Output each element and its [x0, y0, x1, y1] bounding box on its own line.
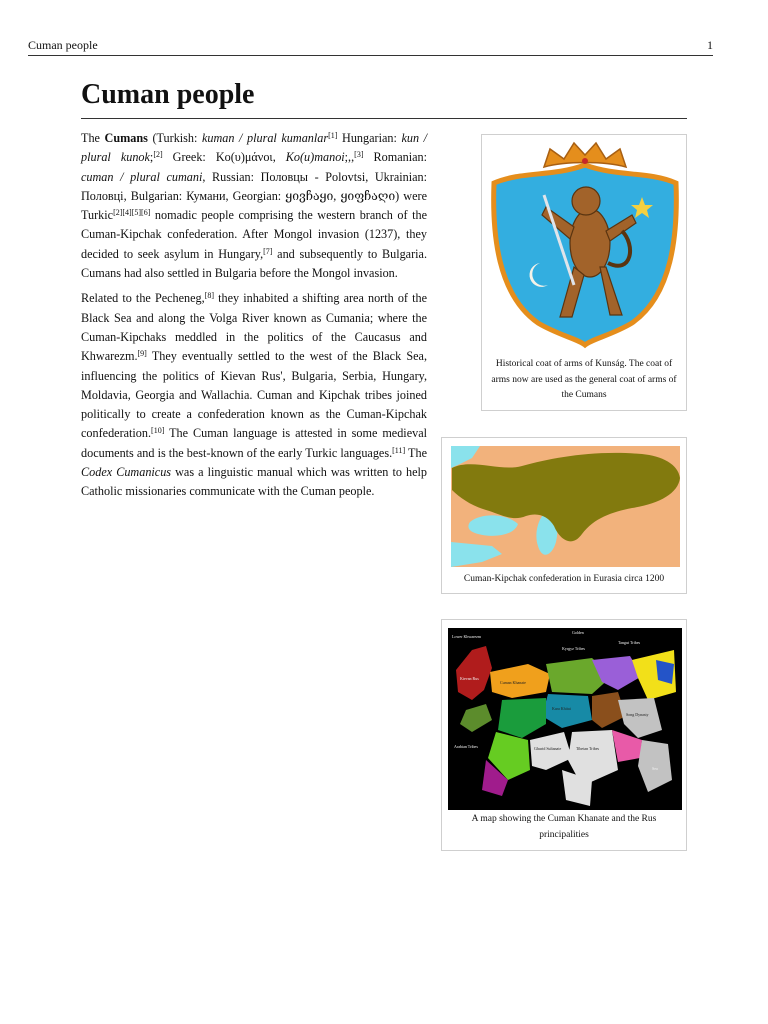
- map-label: Tangut Tribes: [618, 640, 641, 645]
- citation-link[interactable]: [3]: [354, 150, 364, 160]
- coat-of-arms-caption: Historical coat of arms of Kunság. The coat of arms now are used as the general coat of arms of the Cumans: [491, 359, 677, 400]
- romanian-term: cuman / plural cumani: [81, 169, 203, 184]
- citation-link[interactable]: [7]: [263, 246, 273, 256]
- article-title: Cuman people: [81, 79, 255, 110]
- text: and subsequently to Bulgaria. Cumans had also settled in Bulgaria before the Mongol invasion.: [81, 246, 427, 281]
- text: , Russian: Половцы - Polovtsi, Ukrainian: Половці, Bulgarian: Кумани, Georgian: ყივჩაყი, ყიფჩაღი) were Turkic: [81, 169, 427, 223]
- map-label: Kievan Rus: [460, 676, 479, 681]
- map-label: Sea: [652, 766, 658, 771]
- citation-link[interactable]: [11]: [392, 445, 406, 455]
- coat-of-arms-image[interactable]: [482, 135, 688, 357]
- page-number: 1: [707, 38, 713, 52]
- map-label: Arabian Tribes: [454, 744, 478, 749]
- confederation-map[interactable]: [442, 438, 688, 572]
- citation-link[interactable]: [10]: [151, 426, 165, 436]
- text: was a linguistic manual which was written to help Catholic missionaries communicate with the Cuman people.: [81, 465, 428, 499]
- map-label: Song Dynasty: [626, 712, 649, 717]
- text: The: [81, 131, 105, 145]
- coat-of-arms-figure: [481, 134, 687, 411]
- greek-term: Ko(u)manoi: [285, 150, 345, 165]
- text: (Turkish:: [147, 131, 202, 145]
- map-label: Tibetan Tribes: [576, 746, 600, 751]
- crown-jewel: [582, 158, 588, 164]
- khanate-map-caption: A map showing the Cuman Khanate and the Rus principalities: [471, 814, 657, 840]
- term-cumans: Cumans: [104, 131, 148, 145]
- map-label: Golden: [572, 630, 584, 635]
- text: Related to the Pecheneg,: [81, 291, 205, 306]
- running-header: [28, 38, 713, 56]
- map-label: Cuman Khanate: [500, 680, 526, 685]
- text: ;,,: [344, 150, 355, 165]
- map-label: Lower Khwarezm: [452, 634, 481, 639]
- paragraph-history: [81, 289, 427, 501]
- text: ;: [149, 150, 154, 165]
- citation-link[interactable]: [9]: [137, 349, 147, 359]
- citation-link[interactable]: [2][4][5][6]: [113, 208, 151, 218]
- map-label: Kyrgyz Tribes: [562, 646, 585, 651]
- citation-link[interactable]: [1]: [328, 131, 338, 140]
- turkish-term: kuman / plural kumanlar: [201, 131, 329, 145]
- text: Romanian:: [363, 150, 427, 165]
- text: The: [405, 445, 427, 460]
- map-label: Ghurid Sultanate: [534, 746, 562, 751]
- hungarian-term: kun / plural kunok: [81, 131, 428, 165]
- khanate-map[interactable]: [442, 620, 688, 812]
- running-title: Cuman people: [28, 38, 98, 52]
- codex-title: Codex Cumanicus: [81, 465, 172, 480]
- text: Greek: Κο(υ)μάνοι,: [162, 150, 286, 165]
- text: They eventually settled to the west of the Black Sea, influencing the politics of Kievan Rus', Bulgaria, Serbia, Hungary, Moldavia, Georgia and Wallachia. Cuman and Kipchak tribes joined politically to create a confederation known as the Cuman-Kipchak confederation.: [81, 349, 427, 441]
- confederation-map-caption: Cuman-Kipchak confederation in Eurasia circa 1200: [463, 574, 665, 584]
- map-label: Kara Khitai: [552, 706, 571, 711]
- text: Hungarian:: [337, 131, 402, 145]
- khanate-map-figure: [441, 619, 687, 851]
- citation-link[interactable]: [2]: [153, 150, 163, 160]
- title-divider: [81, 118, 687, 119]
- paragraph-intro: [81, 129, 427, 283]
- text: they inhabited a shifting area north of the Black Sea and along the Volga River known as Cumania; where the Cuman-Kipchaks meddled in the politics of the Caucasus and Khwarezm.: [81, 291, 427, 364]
- text: The Cuman language is attested in some medieval documents and is the best-known of the early Turkic languages.: [81, 426, 427, 460]
- citation-link[interactable]: [8]: [204, 291, 215, 301]
- article-body: [81, 129, 427, 508]
- text: nomadic people comprising the western branch of the Cuman-Kipchak confederation. After Mongol invasion (1237), they decided to seek asylum in Hungary,: [81, 208, 427, 261]
- confederation-map-figure: [441, 437, 687, 594]
